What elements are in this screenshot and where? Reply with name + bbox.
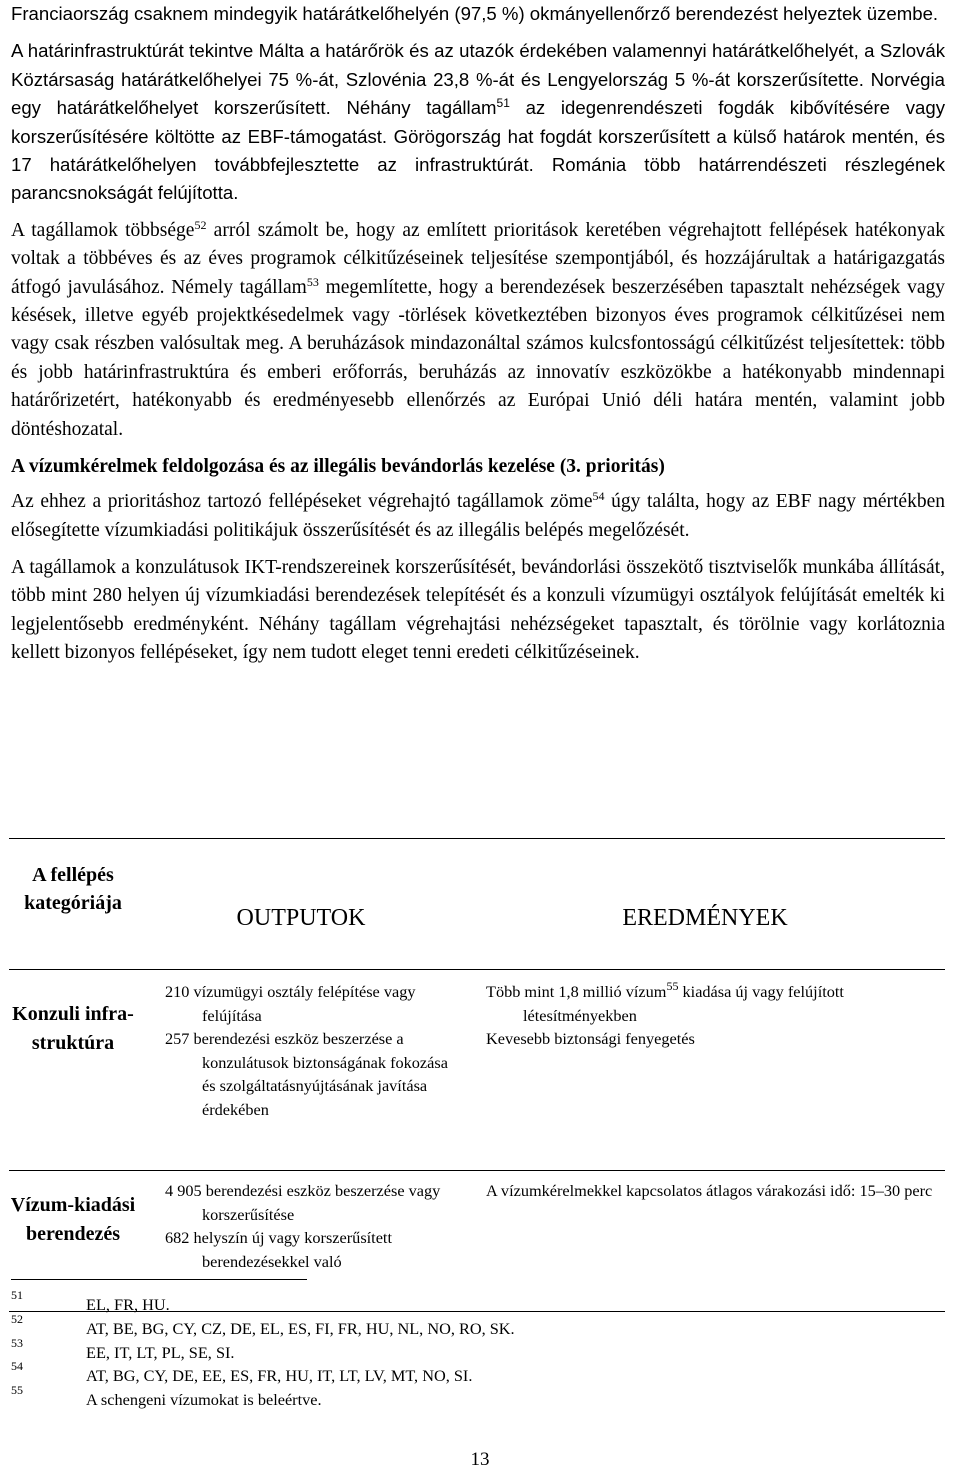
row-category: Vízum-kiadási berendezés [9,1171,137,1312]
footnote-ref-55[interactable]: 55 [666,979,679,993]
footnote-ref-53[interactable]: 53 [306,274,319,289]
footnote-text: AT, BG, CY, DE, EE, ES, FR, HU, IT, LT, LV, MT, NO, SI. [86,1366,473,1386]
footnote-number: 55 [11,1383,23,1398]
result-text: Több mint 1,8 millió vízum [486,982,667,1001]
footnote-text: EL, FR, HU. [86,1295,170,1314]
footnote-ref-51[interactable]: 51 [496,96,510,111]
paragraph-text: Az ehhez a prioritáshoz tartozó fellépéseket végrehajtó tagállamok zöme [11,491,593,513]
footnote-divider [11,1279,307,1280]
footnote-text: EE, IT, LT, PL, SE, SI. [86,1342,235,1362]
paragraph-priority-3-summary [11,488,945,545]
paragraph-text: arról számolt be, hogy az említett prioritások keretében végrehajtott fellépések hatékonyak voltak a többéves és az éves programok célkitűzéseinek teljesítése szempontjából, és hozzájárultak a határigazgatás átfogó javulásához. Némely tagállam [11,219,945,298]
footnote-text: AT, BE, BG, CY, CZ, DE, EL, ES, FI, FR, HU, NL, NO, RO, SK. [86,1318,515,1338]
header-outputs: OUTPUTOK [137,839,465,970]
output-item: 210 vízumügyi osztály felépítése vagy felújítása [165,982,416,1025]
page-number: 13 [470,1449,490,1470]
footnote-number: 52 [11,1311,23,1326]
output-item: 257 berendezési eszköz beszerzése a konzulátusok biztonságának fokozása és szolgáltatásnyújtásának javítása érdekében [165,1029,448,1119]
row-outputs [137,970,465,1171]
paragraph-text: az idegenrendészeti fogdák kibővítésére vagy korszerűsítésére költötte az EBF-támogatást. Görögország hat fogdát korszerűsített a külső határok mentén, és 17 határátkelőhelyen továbbfejlesztette az infrastruktúrát. Románia több határrendészeti részlegének parancsnokságát felújította. [11,97,945,204]
outputs-results-table [9,838,945,1312]
footnote-ref-54[interactable]: 54 [592,489,605,504]
paragraph-text: A határinfrastruktúrát tekintve Málta a határőrök és az utazók érdekében valamennyi határátkelőhelyét, a Szlovák Köztársaság határátkelőhelyei 75 %-át, Szlovénia 23,8 %-át és Lengyelország 5 %-át korszerűsítette. Norvégia egy határátkelőhelyet korszerűsített. Néhány tagállam [11,40,945,119]
footnotes [11,1290,911,1409]
header-results: EREDMÉNYEK [465,839,945,970]
footnote-53 [11,1335,911,1362]
section-heading-priority-3: A vízumkérelmek feldolgozása és az illegális bevándorlás kezelése (3. prioritás) [11,456,665,478]
header-category: A fellépés kategóriája [9,839,137,970]
result-item [486,980,945,1027]
paragraph-member-states-report [11,217,945,444]
paragraph-text: úgy találta, hogy az EBF nagy mértékben elősegítette vízumkiadási politikájuk összerűsítését és az illegális belépés megelőzését. [11,491,945,541]
paragraph-text: megemlítette, hogy a berendezések beszerzésében tapasztalt nehézségek vagy késések, illetve egyéb projektkésedelmek vagy -törlések következtében bizonyos éves programok célkitűzései nem vagy csak részben valósultak meg. A beruházások mindazonáltal számos kulcsfontosságú célkitűzést teljesítettek: több és jobb határinfrastruktúra és emberi erőforrás, beruházás az innovatív eszközökbe a hatékonyabb mindennapi határőrizetért, hatékonyabb és eredményesebb ellenőrzés az Európai Unió déli határa mentén, valamint jobb döntéshozatal. [11,276,945,440]
footnote-54 [11,1361,911,1385]
footnote-number: 54 [11,1359,23,1374]
output-item: 682 helyszín új vagy korszerűsített berendezésekkel való [165,1228,392,1271]
paragraph-text: A tagállamok többsége [11,219,195,241]
footnote-51 [11,1290,911,1314]
paragraph-border-infrastructure [11,37,945,207]
footnote-number: 51 [11,1288,23,1302]
result-item: Kevesebb biztonsági fenyegetés [486,1029,695,1049]
paragraph-france: Franciaország csaknem mindegyik határátkelőhelyén (97,5 %) okmányellenőrző berendezést helyeztek üzembe. [11,3,939,24]
result-item: A vízumkérelmekkel kapcsolatos átlagos várakozási idő: 15–30 perc [486,1181,933,1200]
row-results [465,970,945,1171]
footnote-number: 53 [11,1335,23,1350]
footnote-55 [11,1385,911,1409]
table-row [9,970,945,1171]
result-text: kiadása új vagy felújított létesítményekben [523,982,844,1025]
document-page [11,0,945,668]
row-category: Konzuli infra-struktúra [9,970,137,1171]
table-header-row [9,839,945,970]
paragraph-consulates: A tagállamok a konzulátusok IKT-rendszereinek korszerűsítését, bevándorlási összekötő tisztviselők munkába állítását, több mint 280 helyen új vízumkiadási berendezések telepítését és a konzuli vízumügyi osztályok felújítását emelték ki legjelentősebb eredményként. Néhány tagállam végrehajtási nehézségeket tapasztalt, és törölnie vagy korlátoznia kellett bizonyos fellépéseket, így nem tudott eleget tenni eredeti célkitűzéseinek. [11,556,945,664]
footnote-52 [11,1311,911,1338]
footnote-text: A schengeni vízumokat is beleértve. [86,1390,322,1410]
footnote-ref-52[interactable]: 52 [194,217,207,232]
output-item: 4 905 berendezési eszköz beszerzése vagy korszerűsítése [165,1181,441,1224]
